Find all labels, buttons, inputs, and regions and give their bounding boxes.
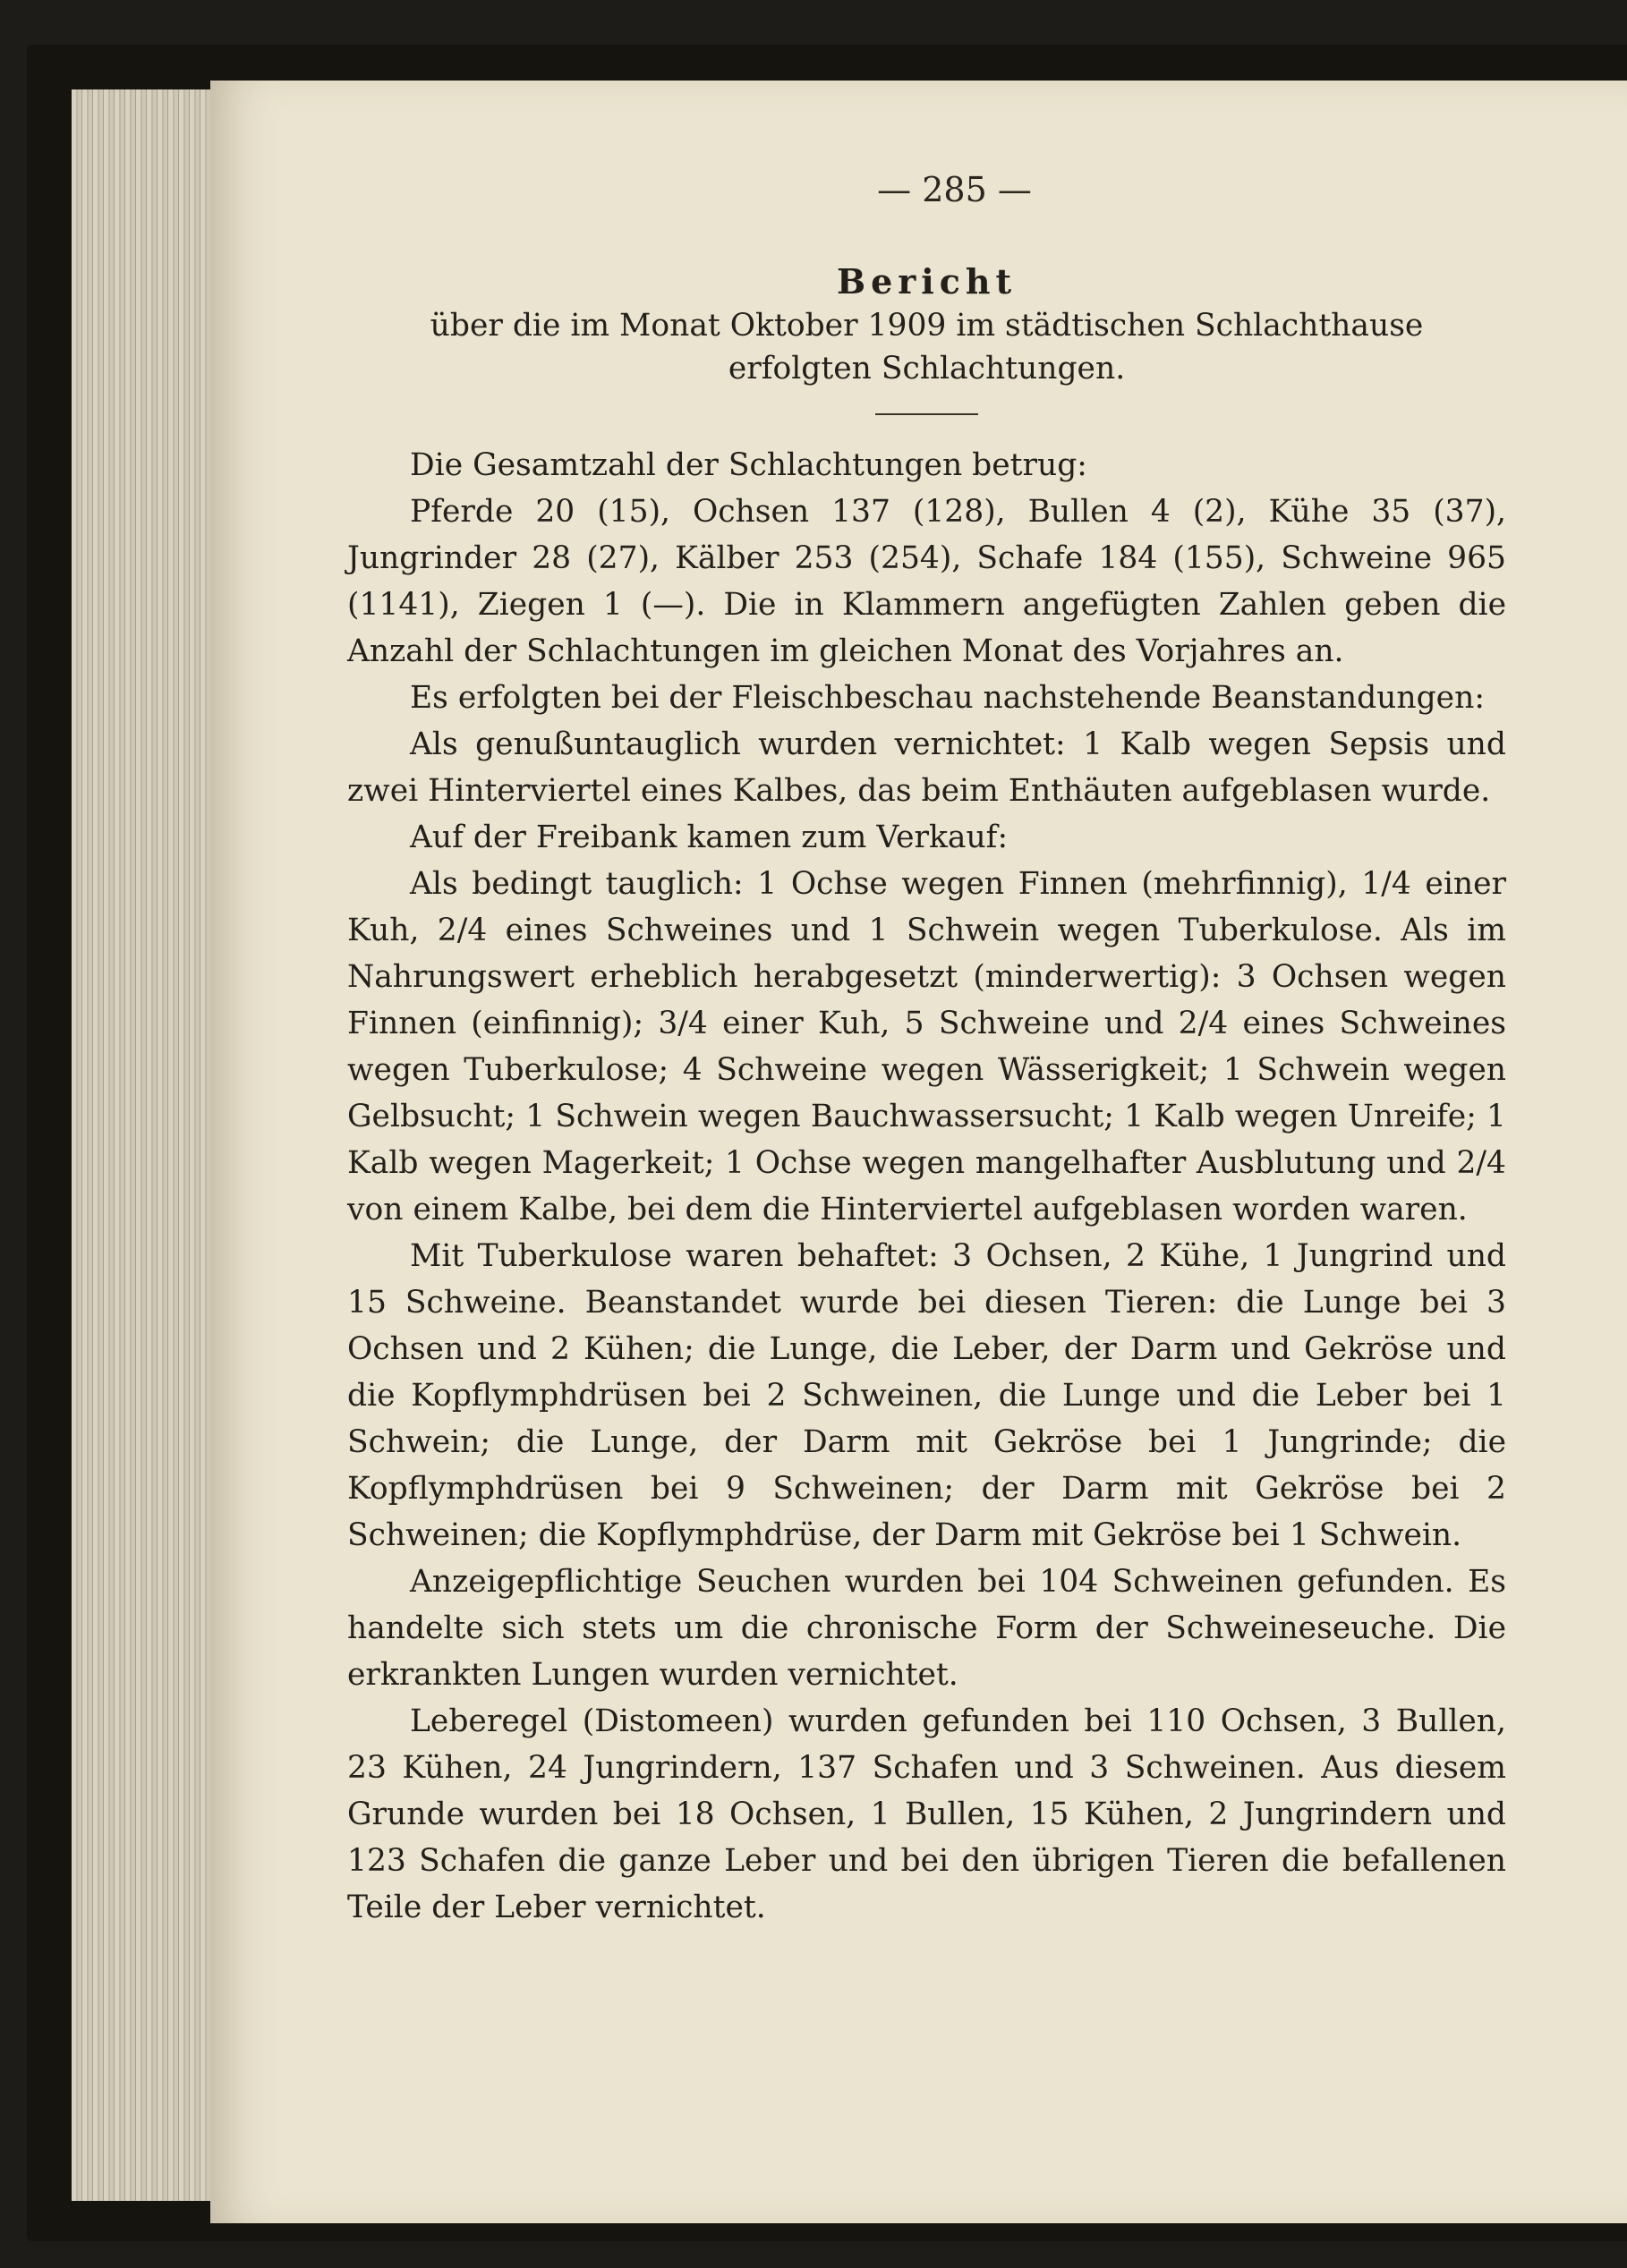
page-content — [347, 259, 1506, 1931]
paragraph-total: Die Gesamtzahl der Schlachtungen betrug: — [410, 447, 1087, 483]
paragraph-tuberculosis: Mit Tuberkulose waren behaftet: 3 Ochsen, 2 Kühe, 1 Jungrind und 15 Schweine. Beanstandet wurde bei diesen Tieren: die Lunge bei 3 Ochsen und 2 Kühen; die Lunge, die Leber, der Darm und Gekröse und die Kopflymphdrüsen bei 2 Schweinen, die Lunge und die Leber bei 1 Schwein; die Lunge, der Darm mit Gekröse bei 1 Jungrinde; die Kopflymphdrüsen bei 9 Schweinen; der Darm mit Gekröse bei 2 Schweinen; die Kopflymphdrüse, der Darm mit Gekröse bei 1 Schwein. — [347, 1238, 1506, 1553]
paragraph-counts: Pferde 20 (15), Ochsen 137 (128), Bullen 4 (2), Kühe 35 (37), Jungrinder 28 (27), Kälber 253 (254), Schafe 184 (155), Schweine 965 (1141), Ziegen 1 (—). Die in Klammern angefügten Zahlen geben die Anzahl der Schlachtungen im gleichen Monat des Vorjahres an. — [347, 494, 1506, 669]
page-number: — 285 — — [877, 170, 1032, 209]
paragraph-freibank: Auf der Freibank kamen zum Verkauf: — [410, 820, 1009, 855]
report-heading: Bericht — [836, 261, 1018, 302]
paragraph-epidemics: Anzeigepflichtige Seuchen wurden bei 104 Schweinen gefunden. Es handelte sich stets um die chronische Form der Schweineseuche. Die erkrankten Lungen wurden vernichtet. — [347, 1564, 1506, 1693]
report-subheading: über die im Monat Oktober 1909 im städtischen Schlachthause erfolgten Schlachtungen. — [430, 308, 1424, 386]
divider-rule — [875, 413, 978, 415]
page-edges — [72, 89, 228, 2201]
paragraph-inspection: Es erfolgten bei der Fleischbeschau nachstehende Beanstandungen: — [410, 680, 1485, 716]
paragraph-destroyed: Als genußuntauglich wurden vernichtet: 1 Kalb wegen Sepsis und zwei Hinterviertel eines Kalbes, das beim Enthäuten aufgeblasen wurde. — [347, 726, 1506, 809]
paragraph-liver-flukes: Leberegel (Distomeen) wurden gefunden bei 110 Ochsen, 3 Bullen, 23 Kühen, 24 Jungrindern, 137 Schafen und 3 Schweinen. Aus diesem Grunde wurden bei 18 Ochsen, 1 Bullen, 15 Kühen, 2 Jungrindern und 123 Schafen die ganze Leber und bei den übrigen Tieren die befallenen Teile der Leber vernichtet. — [347, 1703, 1506, 1925]
paragraph-conditional: Als bedingt tauglich: 1 Ochse wegen Finnen (mehrfinnig), 1/4 einer Kuh, 2/4 eines Schweines und 1 Schwein wegen Tuberkulose. Als im Nahrungswert erheblich herabgesetzt (minderwertig): 3 Ochsen wegen Finnen (einfinnig); 3/4 einer Kuh, 5 Schweine und 2/4 eines Schweines wegen Tuberkulose; 4 Schweine wegen Wässerigkeit; 1 Schwein wegen Gelbsucht; 1 Schwein wegen Bauchwassersucht; 1 Kalb wegen Unreife; 1 Kalb wegen Magerkeit; 1 Ochse wegen mangelhafter Ausblutung und 2/4 von einem Kalbe, bei dem die Hinterviertel aufgeblasen worden waren. — [347, 866, 1506, 1227]
